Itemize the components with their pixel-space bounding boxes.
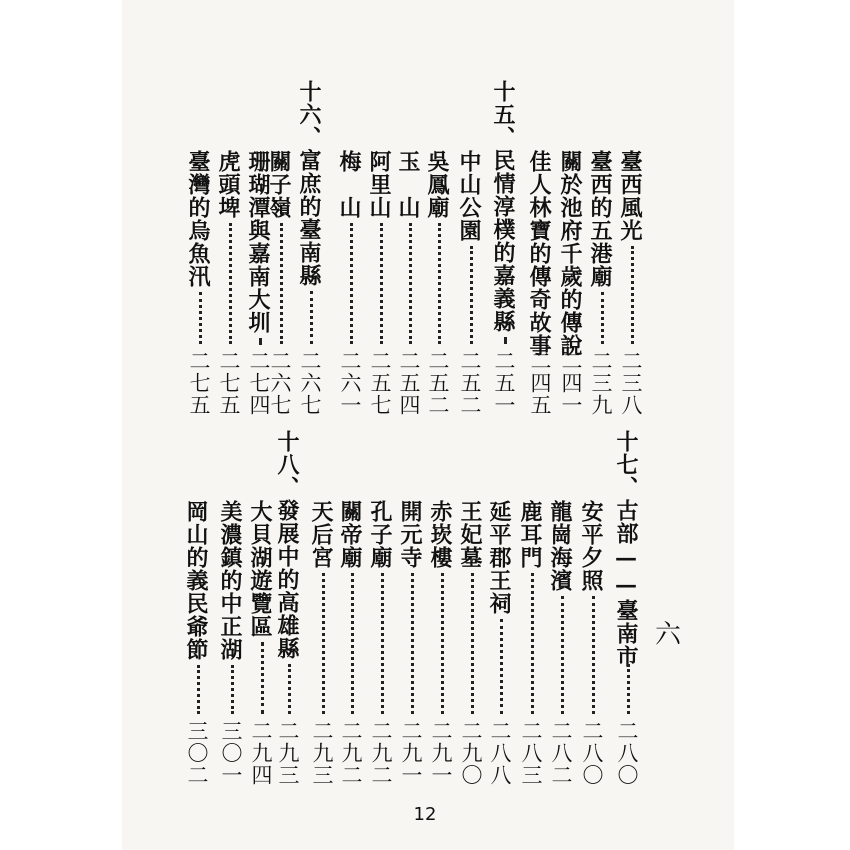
toc-entry-page: 二八〇 xyxy=(580,720,604,786)
toc-leader-dots xyxy=(627,664,630,714)
page-number: 12 xyxy=(413,804,437,825)
toc-entry-page: 二九四 xyxy=(249,720,273,786)
toc-leader-dots xyxy=(310,291,313,344)
toc-entry-title: 吳鳳廟 xyxy=(424,150,450,219)
toc-section-heading: 十八、發展中的高雄縣 xyxy=(274,430,300,660)
toc-entry-title: 鹿耳門 xyxy=(517,500,543,569)
toc-entry-page: 二九三 xyxy=(310,720,334,786)
toc-entry-page: 二六一 xyxy=(338,350,362,416)
toc-entry-page: 二九二 xyxy=(369,720,393,786)
toc-entry-page: 二六七 xyxy=(298,350,322,416)
toc-entry-title: 臺灣的烏魚汛 xyxy=(185,150,211,288)
toc-entry-page: 二七五 xyxy=(187,350,211,416)
toc-leader-dots xyxy=(351,573,354,714)
toc-entry-page: 二九一 xyxy=(399,720,423,786)
toc-leader-dots xyxy=(531,573,534,714)
toc-leader-dots xyxy=(438,223,441,344)
toc-entry-page: 二五二 xyxy=(458,350,482,416)
toc-leader-dots xyxy=(592,596,595,714)
toc-leader-dots xyxy=(322,573,325,714)
toc-leader-dots xyxy=(199,292,202,344)
toc-section-heading: 十七、古部——臺南市 xyxy=(613,430,639,668)
toc-entry-page: 二五四 xyxy=(397,350,421,416)
toc-leader-dots xyxy=(411,573,414,714)
toc-leader-dots xyxy=(231,665,234,714)
toc-entry-title: 王妃墓 xyxy=(457,500,483,569)
toc-leader-dots xyxy=(441,573,444,714)
toc-leader-dots xyxy=(381,573,384,714)
toc-entry-title: 安平夕照 xyxy=(578,500,604,592)
toc-entry-page: 二七四 xyxy=(247,350,271,416)
toc-entry-title: 開元寺 xyxy=(397,500,423,569)
toc-leader-dots xyxy=(288,664,291,714)
toc-entry-page: 三〇一 xyxy=(219,720,243,786)
toc-leader-dots xyxy=(261,642,264,714)
toc-entry-page: 二四五 xyxy=(528,350,552,416)
toc-entry-page: 二五七 xyxy=(368,350,392,416)
toc-entry-page: 二七五 xyxy=(217,350,241,416)
toc-entry-page: 二八〇 xyxy=(615,720,639,786)
toc-entry-title: 天后宮 xyxy=(308,500,334,569)
toc-entry-page: 二三八 xyxy=(619,350,643,416)
toc-leader-dots xyxy=(470,246,473,344)
toc-entry-title: 佳人林寶的傳奇故事 xyxy=(526,150,552,357)
toc-section-heading: 十六、富庶的臺南縣 xyxy=(296,80,322,287)
toc-entry-title: 赤崁樓 xyxy=(427,500,453,569)
toc-entry-title: 珊瑚潭與嘉南大圳 xyxy=(245,150,271,334)
toc-entry-title: 中山公園 xyxy=(456,150,482,242)
toc-leader-dots xyxy=(280,223,283,344)
toc-entry-title: 玉 山 xyxy=(395,150,421,219)
toc-leader-dots xyxy=(601,292,604,344)
toc-entry-title: 關於池府千歲的傳說 xyxy=(557,150,583,357)
toc-entry-title: 虎頭埤 xyxy=(215,150,241,219)
page-section-glyph: 六 xyxy=(655,620,682,650)
toc-leader-dots xyxy=(500,619,503,714)
toc-entry-title: 臺西風光 xyxy=(617,150,643,242)
toc-entry-page: 二九〇 xyxy=(459,720,483,786)
toc-leader-dots xyxy=(350,223,353,344)
toc-leader-dots xyxy=(197,665,200,714)
toc-entry-title: 大貝湖遊覽區 xyxy=(247,500,273,638)
toc-entry-page: 二八三 xyxy=(519,720,543,786)
toc-entry-page: 二五二 xyxy=(426,350,450,416)
toc-entry-page: 二九一 xyxy=(429,720,453,786)
toc-entry-page: 二八八 xyxy=(488,720,512,786)
toc-entry-title: 龍崗海濱 xyxy=(547,500,573,592)
toc-entry-page: 二六七 xyxy=(268,350,292,416)
toc-entry-title: 關帝廟 xyxy=(337,500,363,569)
toc-leader-dots xyxy=(259,338,262,344)
toc-section-heading: 十五、民情淳樸的嘉義縣 xyxy=(490,80,516,333)
toc-entry-page: 二八二 xyxy=(549,720,573,786)
toc-entry-title: 延平郡王祠 xyxy=(486,500,512,615)
toc-entry-title: 臺西的五港廟 xyxy=(587,150,613,288)
toc-entry-page: 三〇二 xyxy=(185,720,209,786)
toc-leader-dots xyxy=(631,246,634,344)
toc-entry-page: 二五一 xyxy=(492,350,516,416)
toc-entry-page: 二九二 xyxy=(339,720,363,786)
toc-leader-dots xyxy=(471,573,474,714)
toc-leader-dots xyxy=(229,223,232,344)
toc-entry-page: 二四一 xyxy=(559,350,583,416)
toc-entry-title: 阿里山 xyxy=(366,150,392,219)
toc-entry-title: 岡山的義民爺節 xyxy=(183,500,209,661)
toc-leader-dots xyxy=(504,337,507,344)
toc-leader-dots xyxy=(561,596,564,714)
toc-entry-title: 孔子廟 xyxy=(367,500,393,569)
toc-leader-dots xyxy=(409,223,412,344)
toc-entry-title: 美濃鎮的中正湖 xyxy=(217,500,243,661)
toc-entry-title: 梅 山 xyxy=(336,150,362,219)
toc-leader-dots xyxy=(380,223,383,344)
toc-entry-page: 二三九 xyxy=(589,350,613,416)
scanned-sheet xyxy=(122,0,734,850)
toc-entry-page: 二九三 xyxy=(276,720,300,786)
toc-entry-title: 關子嶺 xyxy=(266,150,292,219)
